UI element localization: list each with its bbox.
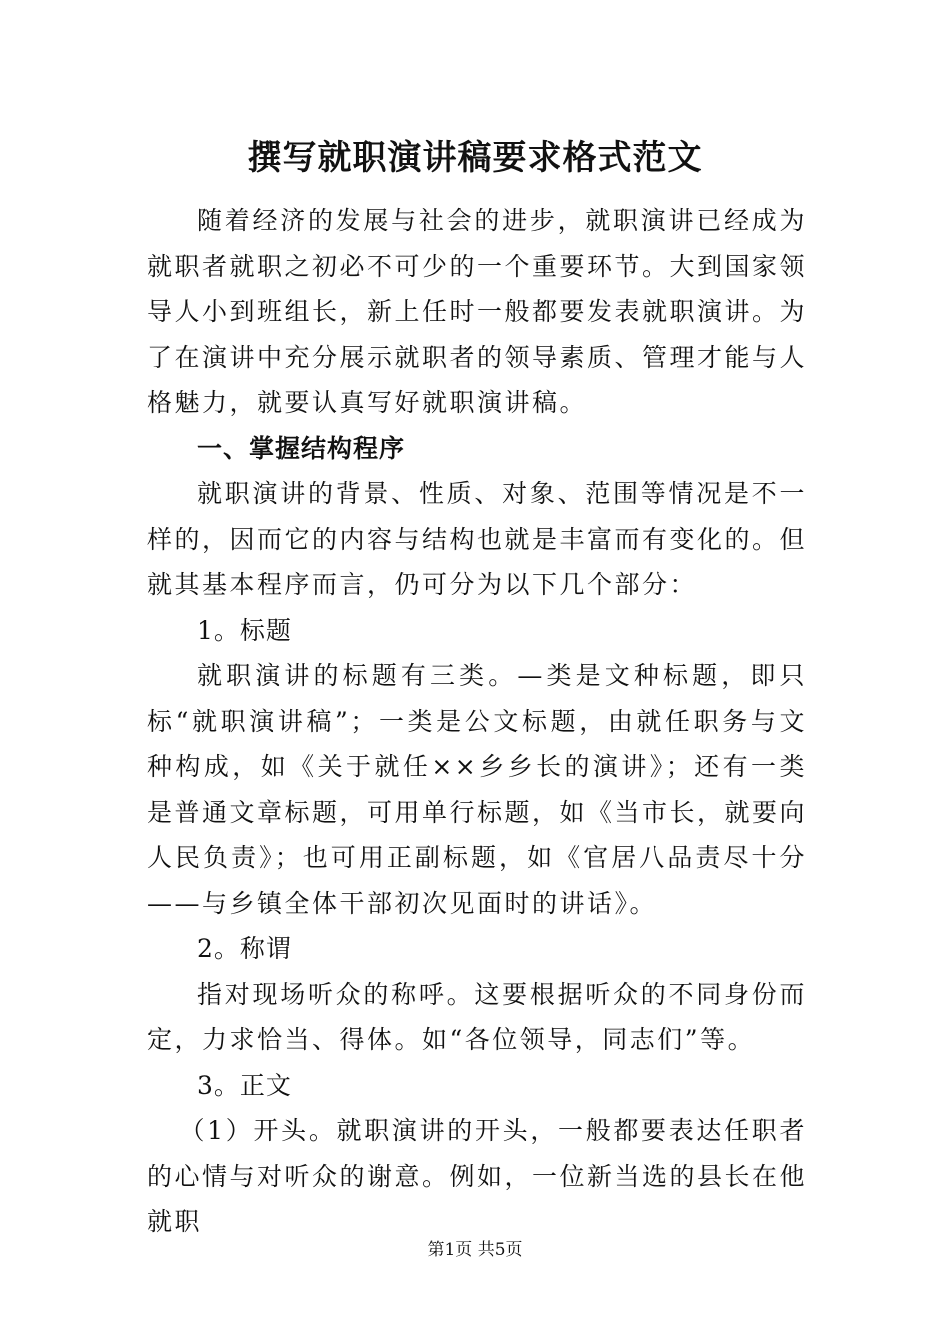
opening-paragraph: （1）开头。就职演讲的开头，一般都要表达任职者的心情与对听众的谢意。例如，一位新当选的县长在他就职 xyxy=(147,1116,808,1236)
subheading-body: 3。正文 xyxy=(197,1070,292,1100)
page-footer: 第1页 共5页 xyxy=(427,1240,523,1260)
document-body xyxy=(147,198,807,1245)
subheading-title: 1。标题 xyxy=(197,615,292,645)
subheading-salutation: 2。称谓 xyxy=(197,934,292,963)
title-paragraph: 就职演讲的标题有三类。—类是文种标题，即只标“就职演讲稿”；一类是公文标题，由就任职务与文种构成，如《关于就任××乡乡长的演讲》；还有一类是普通文章标题，可用单行标题，如《当市长，就要向人民负责》；也可用正副标题，如《官居八品责尽十分——与乡镇全体干部初次见面时的讲话》。 xyxy=(147,661,808,918)
document-title: 撰写就职演讲稿要求格式范文 xyxy=(247,138,703,178)
structure-paragraph: 就职演讲的背景、性质、对象、范围等情况是不一样的，因而它的内容与结构也就是丰富而有变化的。但就其基本程序而言，仍可分为以下几个部分： xyxy=(147,479,808,599)
intro-paragraph: 随着经济的发展与社会的进步，就职演讲已经成为就职者就职之初必不可少的一个重要环节。大到国家领导人小到班组长，新上任时一般都要发表就职演讲。为了在演讲中充分展示就职者的领导素质、管理才能与人格魅力，就要认真写好就职演讲稿。 xyxy=(147,206,808,417)
salutation-paragraph: 指对现场听众的称呼。这要根据听众的不同身份而定，力求恰当、得体。如“各位领导，同志们”等。 xyxy=(147,979,807,1054)
section-heading-structure: 一、掌握结构程序 xyxy=(197,433,406,463)
